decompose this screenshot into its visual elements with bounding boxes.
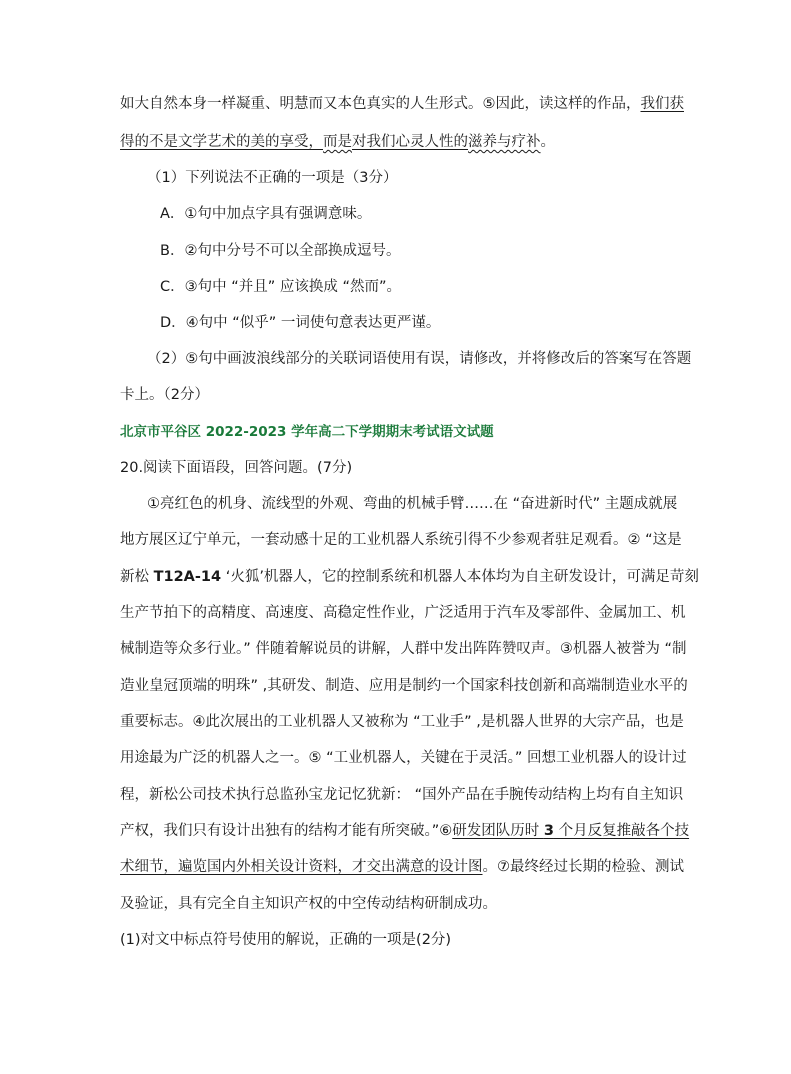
q20-line-7: 重要标志。④此次展出的工业机器人又被称为 “工业手” ,是机器人世界的大宗产品，也是 (120, 714, 684, 730)
q2-line-1: （2）⑤句中画波浪线部分的关联词语使用有误，请修改，并将修改后的答案写在答题 (147, 351, 692, 367)
passage-text: ‘火狐’机器人，它的控制系统和机器人本体均为自主研发设计，可满足苛刻 (221, 569, 699, 585)
source-text: 学年高二下学期期末考试语文试题 (286, 424, 494, 440)
wavy-underlined-text: 滋养与疗补 (468, 134, 541, 150)
q20-line-4: 生产节拍下的高精度、高速度、高稳定性作业，广泛适用于汽车及零部件、金属加工、机 (120, 605, 686, 621)
q20-title: 20.阅读下面语段，回答问题。(7分) (120, 460, 353, 476)
q20-line-3 (120, 567, 699, 587)
underlined-text: 研发团队历时 (452, 823, 544, 839)
passage-text: 新松 (120, 569, 154, 585)
wavy-underlined-text: 而是 (323, 134, 352, 150)
q1-stem: （1）下列说法不正确的一项是（3分） (147, 170, 398, 186)
q20-line-5: 械制造等众多行业。” 伴随着解说员的讲解，人群中发出阵阵赞叹声。③机器人被誉为 “制 (120, 641, 687, 657)
q20-line-1: ①亮红色的机身、流线型的外观、弯曲的机械手臂……在 “奋进新时代” 主题成就展 (147, 496, 678, 512)
q2-line-2: 卡上。（2分） (120, 387, 209, 403)
source-year: 2022-2023 (205, 424, 287, 440)
source-heading (120, 422, 680, 442)
q1-option-d: D．④句中 “似乎” 一词使句意表达更严谨。 (160, 315, 441, 331)
underlined-text: 对我们心灵人性的 (352, 134, 468, 150)
model-number: T12A-14 (153, 569, 222, 585)
q20-line-12: 及验证，具有完全自主知识产权的中空传动结构研制成功。 (120, 896, 497, 912)
q20-line-11 (120, 857, 684, 877)
underlined-text: 术细节，遍览国内外相关设计资料，才交出满意的设计图 (120, 859, 483, 875)
passage-line-1 (120, 94, 684, 114)
sentence-marker: ⑥ (439, 823, 453, 839)
underlined-text: 得的不是文学艺术的美的享受， (120, 134, 323, 150)
passage-line-2 (120, 132, 680, 152)
passage-text: 如大自然本身一样凝重、明慧而又本色真实的人生形式。⑤因此，读这样的作品， (120, 96, 641, 112)
q20-sub-question-1: (1)对文中标点符号使用的解说，正确的一项是(2分) (120, 932, 452, 948)
passage-text: 产权，我们只有设计出独有的结构才能有所突破。” (120, 823, 440, 839)
q20-line-2: 地方展区辽宁单元，一套动感十足的工业机器人系统引得不少参观者驻足观看。② “这是 (120, 532, 682, 548)
q1-option-c: C．③句中 “并且” 应该换成 “然而”。 (160, 279, 401, 295)
q20-line-9: 程，新松公司技术执行总监孙宝龙记忆犹新： “国外产品在手腕传动结构上均有自主知识 (120, 787, 684, 803)
q20-line-6: 造业皇冠顶端的明珠” ,其研发、制造、应用是制约一个国家科技创新和高端制造业水平的 (120, 678, 688, 694)
source-text: 北京市平谷区 (120, 424, 206, 440)
q1-option-b: B．②句中分号不可以全部换成逗号。 (160, 243, 401, 259)
underlined-number: 3 (543, 823, 554, 839)
q20-line-8: 用途最为广泛的机器人之一。⑤ “工业机器人，关键在于灵活。” 回想工业机器人的设计过 (120, 750, 687, 766)
q20-line-10 (120, 821, 690, 841)
underlined-text: 我们获 (640, 96, 684, 112)
q1-option-a: A．①句中加点字具有强调意味。 (160, 206, 372, 222)
passage-text: 。⑦最终经过长期的检验、测试 (482, 859, 684, 875)
passage-text: 。 (540, 134, 555, 150)
underlined-text: 个月反复推敲各个技 (553, 823, 690, 839)
